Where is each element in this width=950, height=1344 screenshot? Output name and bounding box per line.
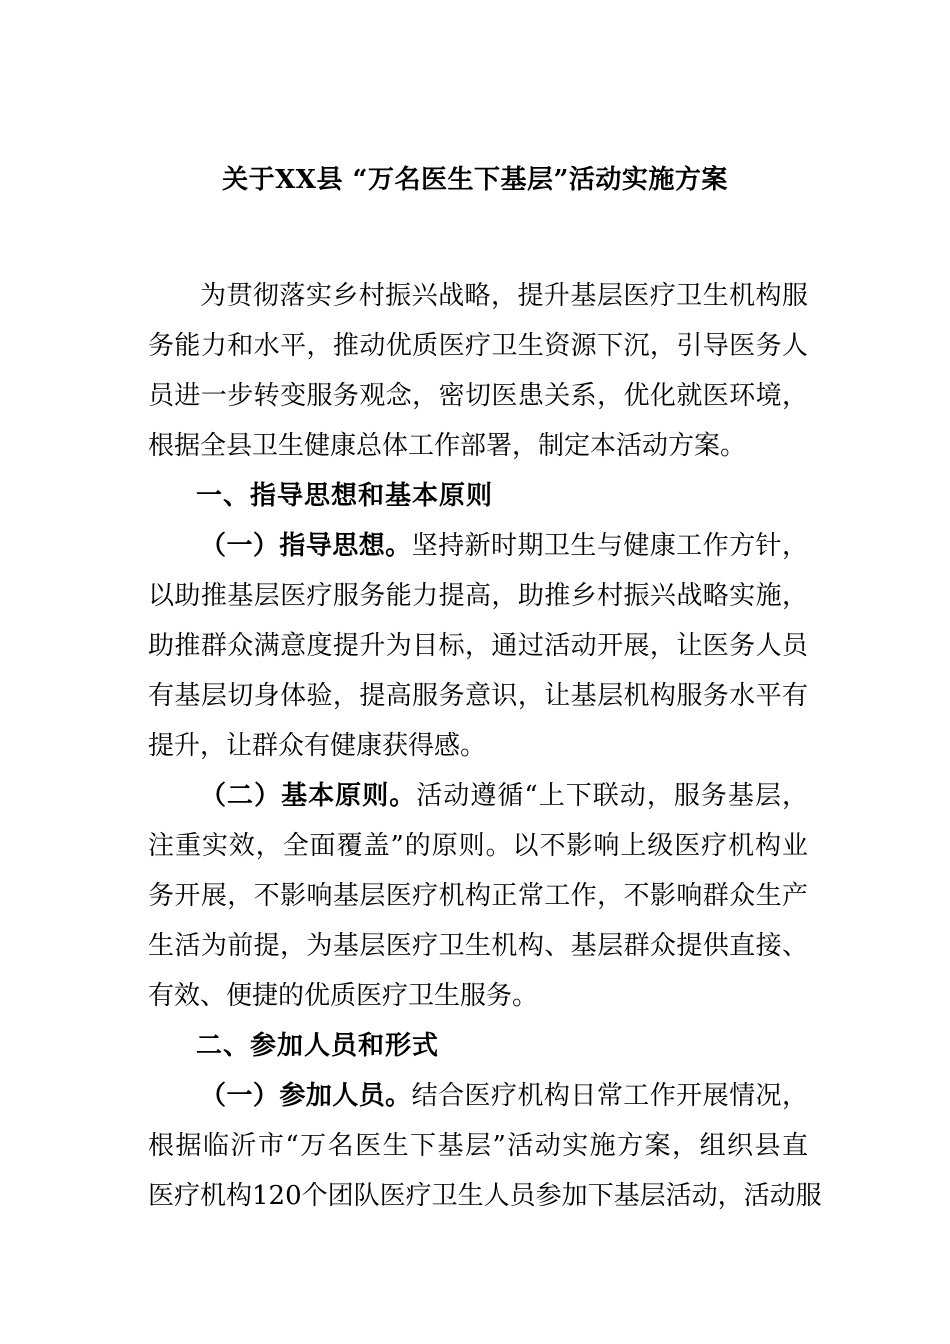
intro-line-4: 根据全县卫生健康总体工作部署，制定本活动方案。: [148, 431, 747, 461]
intro-line-1: 为贯彻落实乡村振兴战略，提升基层医疗卫生机构服: [200, 281, 808, 311]
section-2-heading: 二、参加人员和形式: [196, 1031, 440, 1061]
s1-p1-line-2: 以助推基层医疗服务能力提高，助推乡村振兴战略实施，: [148, 581, 808, 611]
s1-p1-line-3: 助推群众满意度提升为目标，通过活动开展，让医务人员: [148, 631, 808, 661]
s1-p2-line-3: 务开展，不影响基层医疗机构正常工作，不影响群众生产: [148, 881, 808, 911]
s1-p1-line-4: 有基层切身体验，提高服务意识，让基层机构服务水平有: [148, 681, 808, 711]
document-title: 关于XX县 “万名医生下基层”活动实施方案: [222, 165, 728, 195]
s2-p1-line-3: 医疗机构120个团队医疗卫生人员参加下基层活动，活动服: [148, 1181, 822, 1211]
s1-p2-line-2: 注重实效，全面覆盖”的原则。以不影响上级医疗机构业: [148, 831, 808, 861]
s2-p1-first-line: [200, 1076, 808, 1116]
s2-p1-label: （一）参加人员。: [200, 1081, 412, 1111]
s1-p1-line-5: 提升，让群众有健康获得感。: [148, 731, 487, 761]
s1-p2-label: （二）基本原则。: [200, 781, 417, 811]
s1-p2-first-line: [200, 776, 808, 816]
s1-p1-first-line: [200, 526, 808, 566]
s1-p2-first-text: 活动遵循“上下联动，服务基层，: [416, 781, 808, 811]
s2-p1-line-2: 根据临沂市“万名医生下基层”活动实施方案，组织县直: [148, 1131, 808, 1161]
s1-p1-label: （一）指导思想。: [200, 531, 412, 561]
intro-line-2: 务能力和水平，推动优质医疗卫生资源下沉，引导医务人: [148, 331, 808, 361]
s2-p1-first-text: 结合医疗机构日常工作开展情况，: [411, 1081, 808, 1111]
s1-p1-first-text: 坚持新时期卫生与健康工作方针，: [411, 531, 808, 561]
intro-line-3: 员进一步转变服务观念，密切医患关系，优化就医环境，: [148, 381, 808, 411]
s1-p2-line-4: 生活为前提，为基层医疗卫生机构、基层群众提供直接、: [148, 931, 808, 961]
section-1-heading: 一、指导思想和基本原则: [196, 481, 494, 511]
s1-p2-line-5: 有效、便捷的优质医疗卫生服务。: [148, 981, 539, 1011]
